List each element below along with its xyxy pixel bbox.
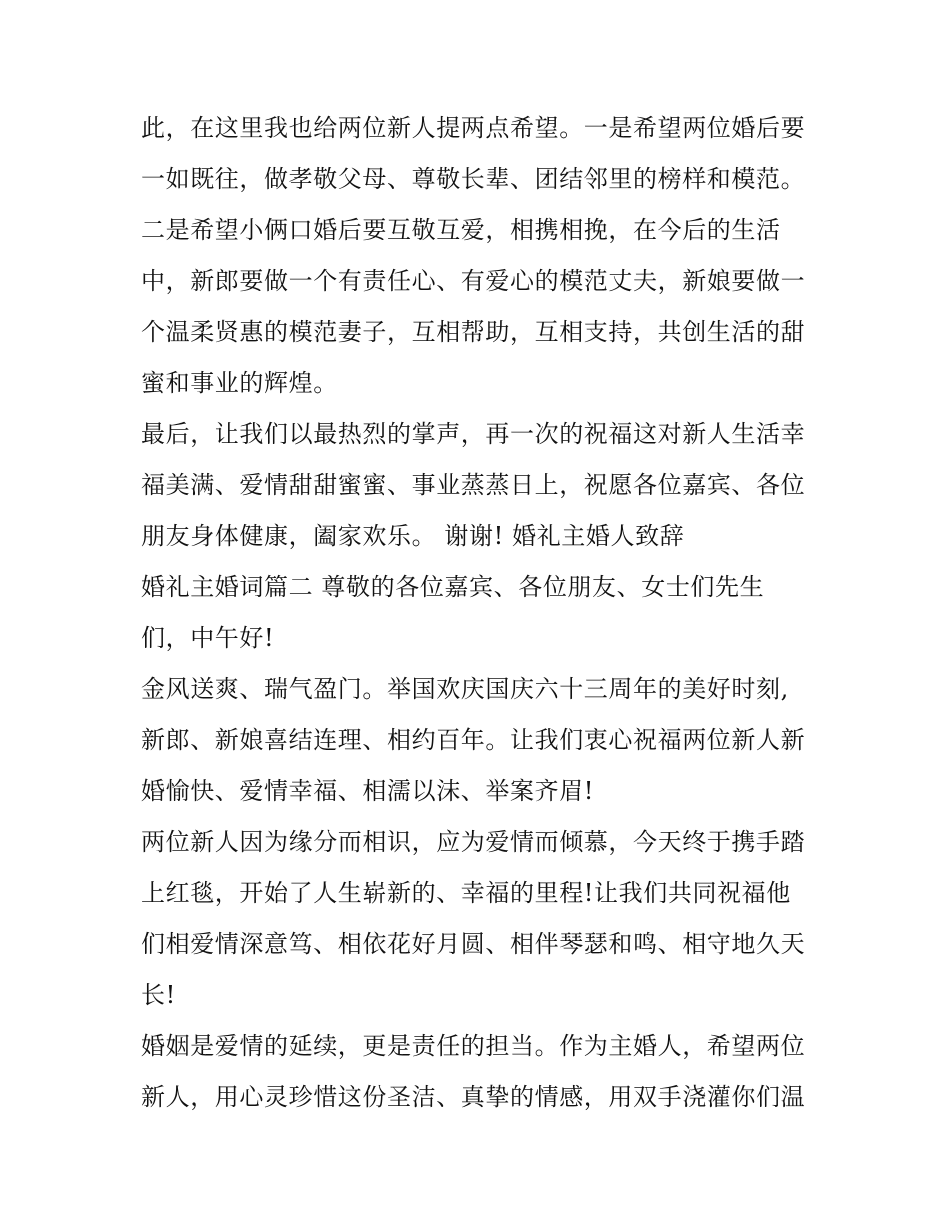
text-line: 一如既往，做孝敬父母、尊敬长辈、团结邻里的榜样和模范。 — [141, 165, 806, 193]
text-line: 金风送爽、瑞气盈门。举国欢庆国庆六十三周年的美好时刻, — [141, 675, 789, 703]
text-line: 朋友身体健康，阖家欢乐。 谢谢! 婚礼主婚人致辞 — [141, 522, 685, 550]
text-line: 个温柔贤惠的模范妻子，互相帮助，互相支持，共创生活的甜 — [141, 318, 806, 346]
text-line: 此，在这里我也给两位新人提两点希望。一是希望两位婚后要 — [141, 114, 806, 142]
text-line: 最后，让我们以最热烈的掌声，再一次的祝福这对新人生活幸 — [141, 420, 806, 448]
text-line: 们，中午好! — [141, 624, 275, 652]
text-line: 婚礼主婚词篇二 尊敬的各位嘉宾、各位朋友、女士们先生 — [141, 573, 765, 601]
text-line: 两位新人因为缘分而相识，应为爱情而倾慕，今天终于携手踏 — [141, 828, 806, 856]
text-line: 上红毯，开始了人生崭新的、幸福的里程!让我们共同祝福他 — [141, 879, 791, 907]
document-body — [141, 103, 821, 1123]
text-line: 蜜和事业的辉煌。 — [141, 369, 338, 397]
text-line: 新郎、新娘喜结连理、相约百年。让我们衷心祝福两位新人新 — [141, 726, 806, 754]
text-line: 福美满、爱情甜甜蜜蜜、事业蒸蒸日上，祝愿各位嘉宾、各位 — [141, 471, 806, 499]
text-line: 新人，用心灵珍惜这份圣洁、真挚的情感，用双手浇灌你们温 — [141, 1083, 806, 1111]
text-line: 婚姻是爱情的延续，更是责任的担当。作为主婚人，希望两位 — [141, 1032, 806, 1060]
text-line: 中，新郎要做一个有责任心、有爱心的模范丈夫，新娘要做一 — [141, 267, 806, 295]
text-line: 婚愉快、爱情幸福、相濡以沫、举案齐眉! — [141, 777, 595, 805]
text-line: 们相爱情深意笃、相依花好月圆、相伴琴瑟和鸣、相守地久天 — [141, 930, 806, 958]
text-line: 二是希望小俩口婚后要互敬互爱，相携相挽，在今后的生活 — [141, 216, 781, 244]
text-line: 长! — [141, 981, 176, 1009]
